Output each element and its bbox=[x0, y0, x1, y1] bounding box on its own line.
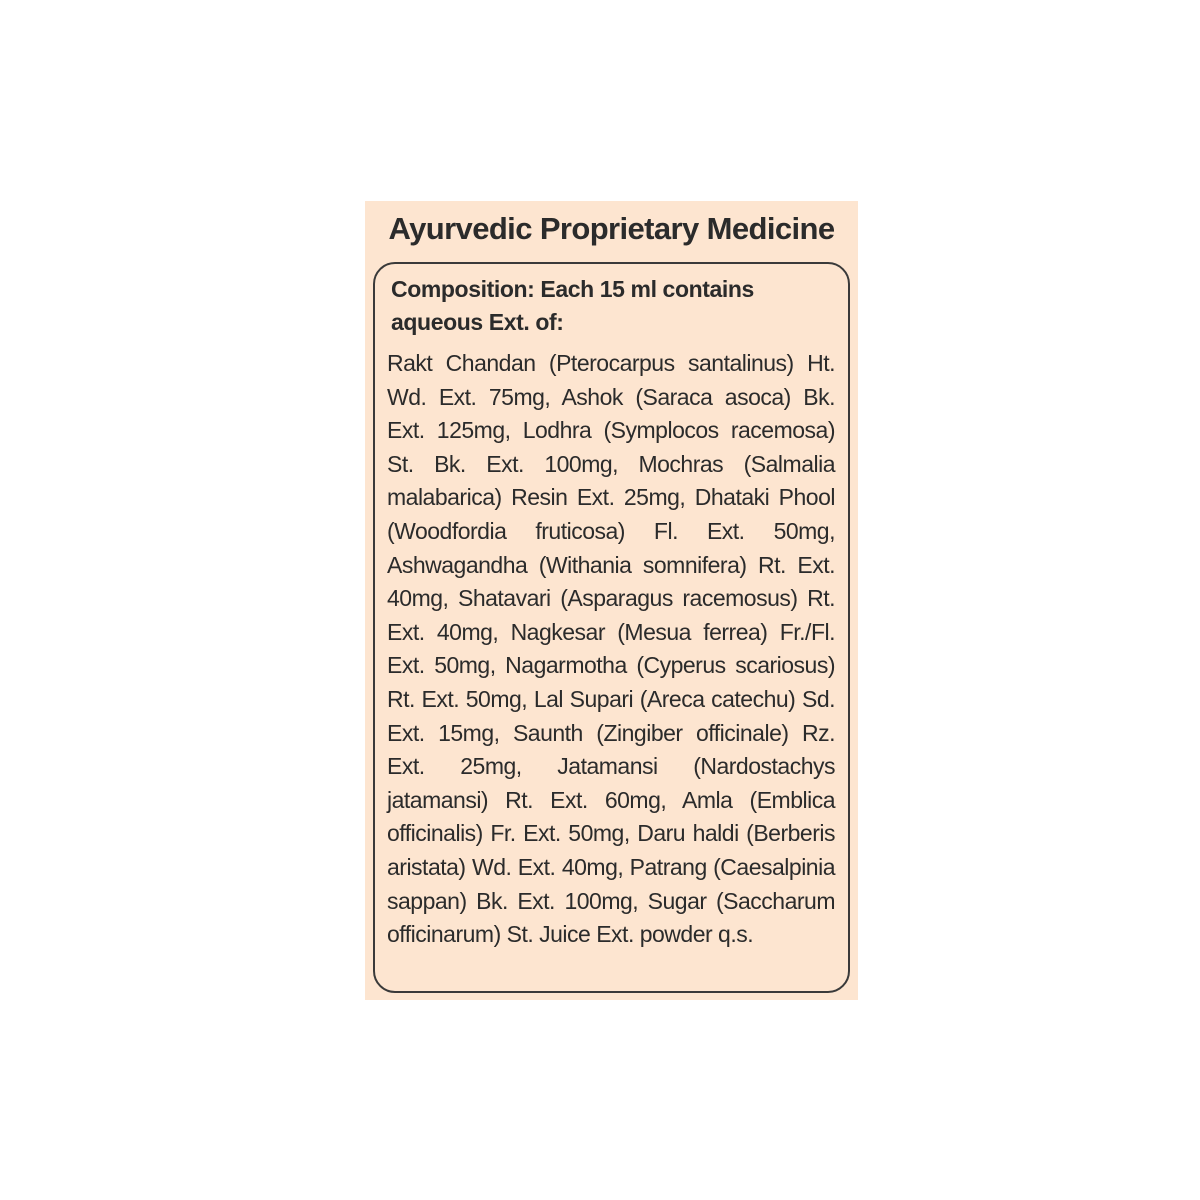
medicine-label-panel bbox=[365, 201, 858, 1000]
composition-box bbox=[373, 262, 850, 993]
label-title: Ayurvedic Proprietary Medicine bbox=[388, 211, 835, 246]
composition-ingredients-text: Rakt Chandan (Pterocarpus santalinus) Ht. Wd. Ext. 75mg, Ashok (Saraca asoca) Bk. Ext. 125mg, Lodhra (Symplocos racemosa) St. Bk. Ext. 100mg, Mochras (Salmalia malabarica) Resin Ext. 25mg, Dhataki Phool (Woodfordia fruticosa) Fl. Ext. 50mg, Ashwagandha (Withania somnifera) Rt. Ext. 40mg, Shatavari (Asparagus racemosus) Rt. Ext. 40mg, Nagkesar (Mesua ferrea) Fr./Fl. Ext. 50mg, Nagarmotha (Cyperus scariosus) Rt. Ext. 50mg, Lal Supari (Areca catechu) Sd. Ext. 15mg, Saunth (Zingiber officinale) Rz. Ext. 25mg, Jatamansi (Nardostachys jatamansi) Rt. Ext. 60mg, Amla (Emblica officinalis) Fr. Ext. 50mg, Daru haldi (Berberis aristata) Wd. Ext. 40mg, Patrang (Caesalpinia sappan) Bk. Ext. 100mg, Sugar (Saccharum officinarum) St. Juice Ext. powder q.s. bbox=[387, 350, 835, 948]
composition-heading: Composition: Each 15 ml contains aqueous Ext. of: bbox=[391, 276, 754, 335]
